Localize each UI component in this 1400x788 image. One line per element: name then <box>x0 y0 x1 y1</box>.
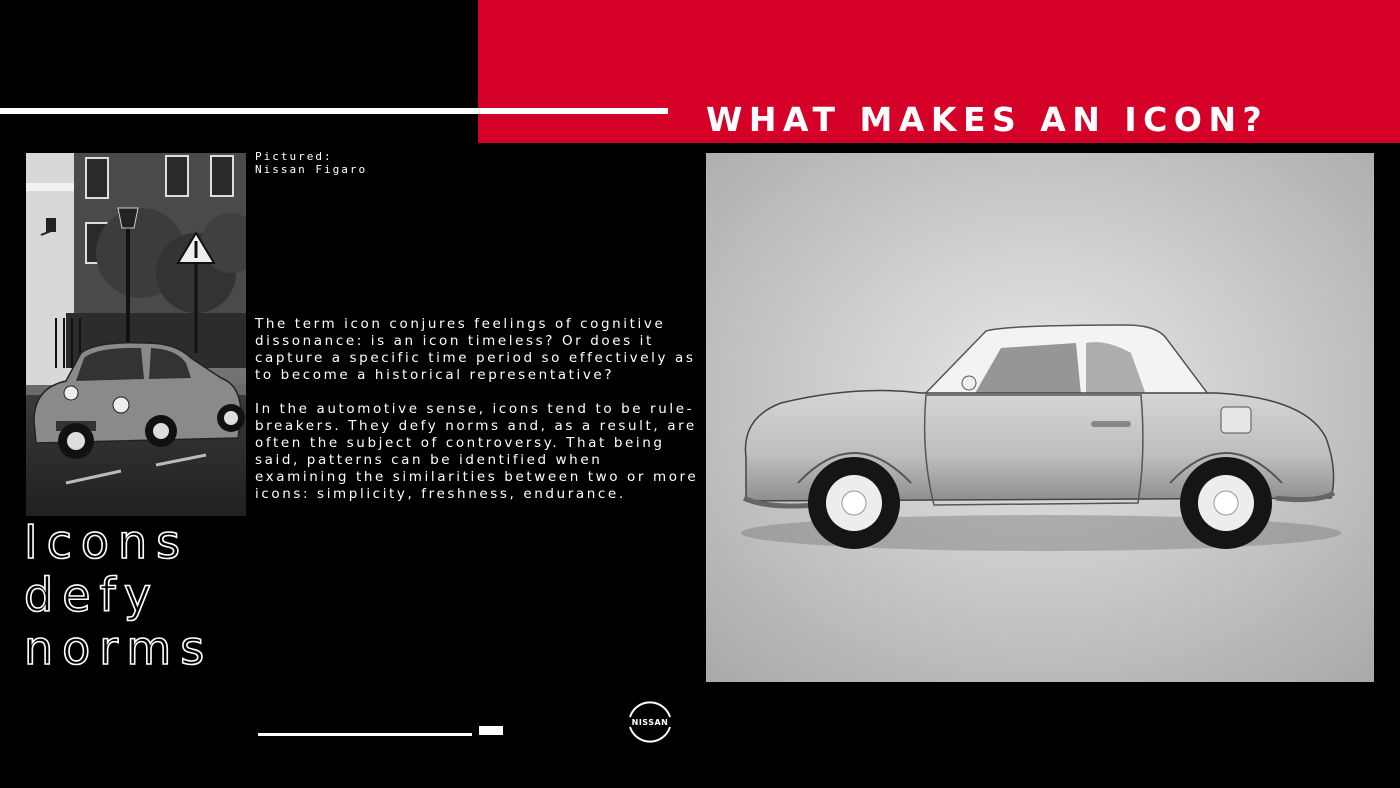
bottom-divider-block <box>479 726 503 735</box>
street-photo <box>26 153 246 516</box>
caption-model: Nissan Figaro <box>255 163 368 176</box>
headline <box>24 516 213 675</box>
headline-line-3: norms <box>24 621 214 675</box>
logo-text: NISSAN <box>631 718 669 727</box>
body-paragraph-2: In the automotive sense, icons tend to be rule-breakers. They defy norms and, as a result, are often the subject of controversy. That being said, patterns can be identified when examining the similarities between two or more icons: simplicity, freshness, endurance. <box>255 401 699 502</box>
caption-label: Pictured: <box>255 150 333 163</box>
headline-line-1: Icons <box>24 515 190 569</box>
top-divider <box>0 108 668 114</box>
body-paragraph-1: The term icon conjures feelings of cognitive dissonance: is an icon timeless? Or does it capture a specific time period so effectively as to become a historical representative? <box>255 316 696 383</box>
headline-line-2: defy <box>24 568 161 622</box>
body-copy <box>255 316 703 520</box>
bottom-divider <box>258 733 472 736</box>
photo-caption <box>255 150 367 176</box>
car-photo <box>706 153 1374 682</box>
nissan-logo-icon <box>624 699 676 745</box>
page-title: WHAT MAKES AN ICON? <box>706 100 1269 139</box>
